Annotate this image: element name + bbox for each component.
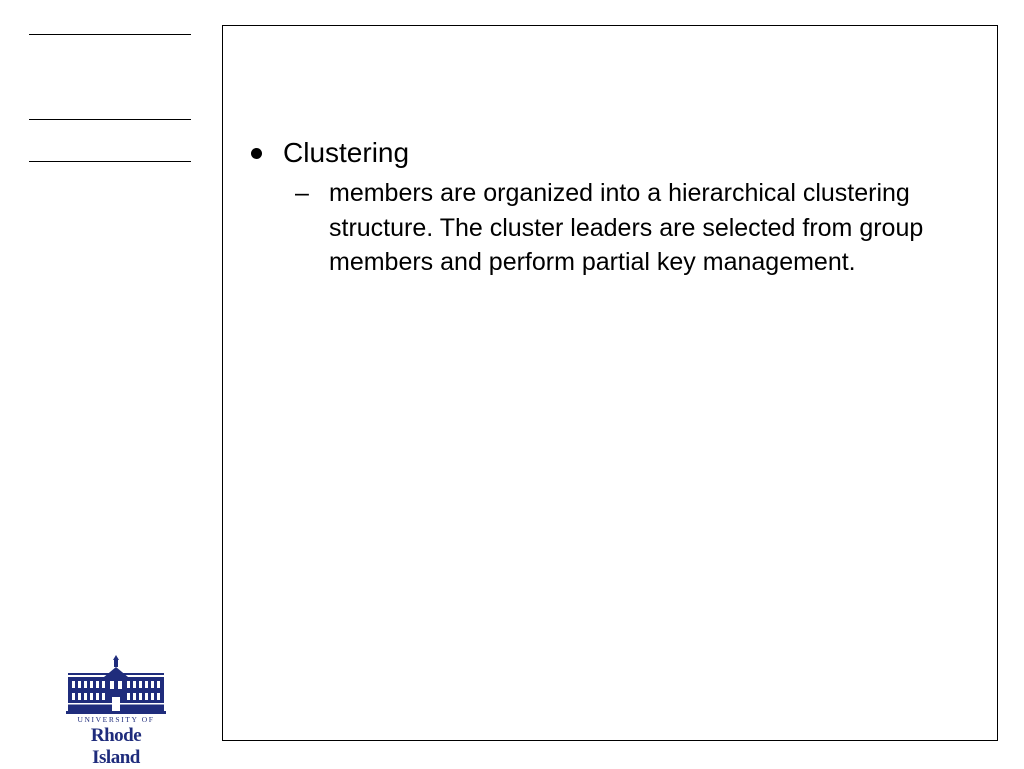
bullet-dot-icon [251, 148, 262, 159]
logo-university-of: UNIVERSITY OF [77, 715, 155, 724]
logo-rhode-island: Rhode Island [90, 725, 142, 768]
slide-content-frame [222, 25, 998, 741]
top-rule [29, 34, 191, 35]
bullet-heading: Clustering [283, 137, 410, 168]
middle-rule [29, 119, 191, 120]
sub-bullet-text: members are organized into a hierarchical clustering structure. The cluster leaders are selected from group members and perform partial key management. [329, 179, 924, 276]
university-logo [66, 655, 166, 768]
sub-bullet-dash: – [295, 179, 309, 207]
sidebar [0, 0, 210, 768]
university-building-icon [66, 655, 166, 715]
bottom-rule [29, 161, 191, 162]
